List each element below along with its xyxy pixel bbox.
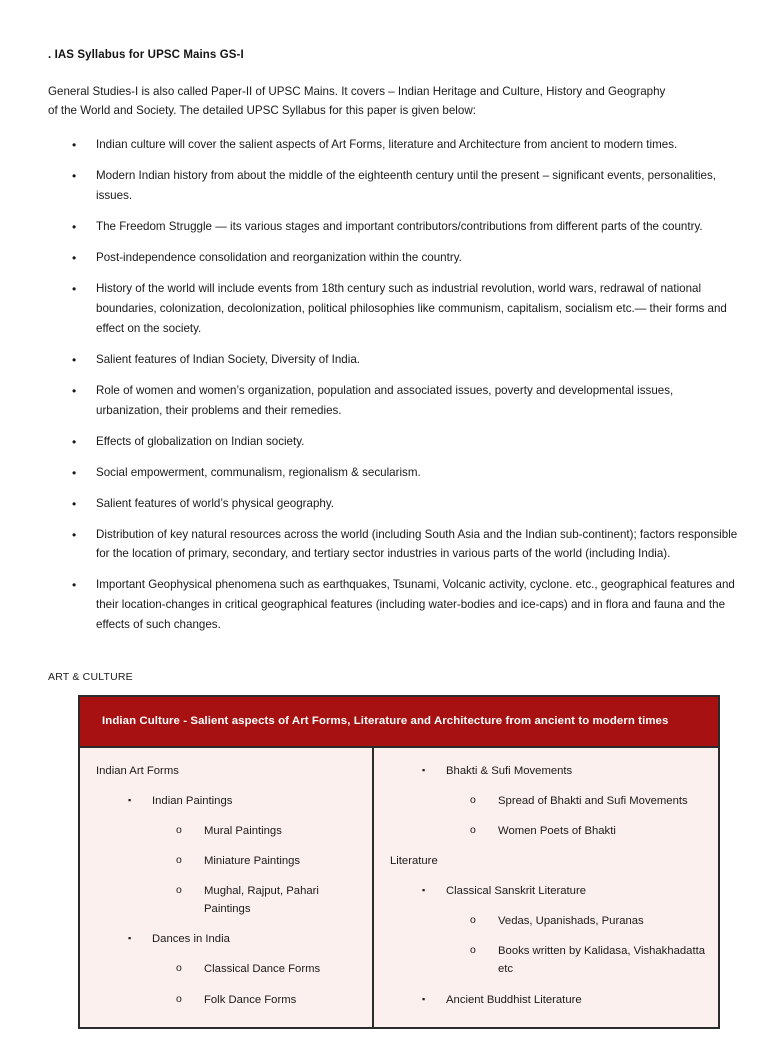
list-item xyxy=(48,248,738,268)
square-bullet-icon: ▪ xyxy=(422,765,426,776)
list-item-text: Indian culture will cover the salient aspects of Art Forms, literature and Architecture from ancient to modern times. xyxy=(96,138,678,152)
circle-bullet-icon: o xyxy=(470,944,476,957)
list-item xyxy=(94,991,362,1009)
table-header-title: Indian Culture - Salient aspects of Art Forms, Literature and Architecture from ancient to modern times xyxy=(102,715,669,728)
list-item-text: Classical Dance Forms xyxy=(204,963,321,976)
list-item xyxy=(388,942,708,978)
list-item-text: The Freedom Struggle — its various stages and important contributors/contributions from different parts of the country. xyxy=(96,220,703,234)
list-item-text: Important Geophysical phenomena such as earthquakes, Tsunami, Volcanic activity, cyclone. etc., geographical features and their location-changes in critical geographical features (including water-bodies and ice-caps) and in flora and fauna and the effects of such changes. xyxy=(96,578,735,632)
list-item xyxy=(94,882,362,918)
square-bullet-icon: ▪ xyxy=(422,885,426,896)
bullet-icon: • xyxy=(72,496,77,511)
list-item xyxy=(48,166,738,206)
list-item xyxy=(48,381,738,421)
square-bullet-icon: ▪ xyxy=(128,933,132,944)
group-label-text: Bhakti & Sufi Movements xyxy=(446,765,573,778)
group-label-indian-paintings xyxy=(94,792,362,810)
circle-bullet-icon: o xyxy=(176,854,182,867)
group-label-text: Classical Sanskrit Literature xyxy=(446,885,587,898)
group-label-text: Dances in India xyxy=(152,933,230,946)
list-item xyxy=(48,432,738,452)
bullet-icon: • xyxy=(72,138,77,153)
list-item-text: Role of women and women’s organization, population and associated issues, poverty and developmental issues, urbanization, their problems and their remedies. xyxy=(96,383,674,417)
page-title: . IAS Syllabus for UPSC Mains GS-I xyxy=(48,49,244,61)
list-item xyxy=(48,494,738,514)
list-item xyxy=(388,912,708,930)
list-item xyxy=(48,135,738,155)
group-label-text: Ancient Buddhist Literature xyxy=(446,993,582,1006)
list-item-text: Salient features of Indian Society, Diversity of India. xyxy=(96,352,361,366)
list-item-text: Books written by Kalidasa, Vishakhadatta etc xyxy=(498,945,706,976)
bullet-icon: • xyxy=(72,251,77,266)
circle-bullet-icon: o xyxy=(470,914,476,927)
list-item xyxy=(48,463,738,483)
syllabus-list xyxy=(48,135,738,635)
list-item xyxy=(388,792,708,810)
list-item-text: Salient features of world’s physical geography. xyxy=(96,496,335,510)
circle-bullet-icon: o xyxy=(470,824,476,837)
list-item xyxy=(48,575,738,635)
list-item-text: Social empowerment, communalism, regionalism & secularism. xyxy=(96,465,421,479)
list-item xyxy=(94,852,362,870)
bullet-icon: • xyxy=(72,383,77,398)
list-item-text: Effects of globalization on Indian society. xyxy=(96,434,305,448)
list-item xyxy=(94,822,362,840)
bullet-icon: • xyxy=(72,220,77,235)
intro-paragraph: General Studies-I is also called Paper-II of UPSC Mains. It covers – Indian Heritage and Culture, History and Geography of the World and Society. The detailed UPSC Syllabus for this paper is given below: xyxy=(48,84,666,118)
list-item-text: Miniature Paintings xyxy=(204,855,301,868)
list-item-text: History of the world will include events from 18th century such as industrial revolution, world wars, redrawal of national boundaries, colonization, decolonization, political philosophies like communism, capitalism, socialism etc.— their forms and effect on the society. xyxy=(96,282,727,335)
list-item-text: Post-independence consolidation and reorganization within the country. xyxy=(96,251,462,265)
column-heading-literature: Literature xyxy=(390,855,438,868)
column-heading-indian-art-forms: Indian Art Forms xyxy=(96,765,179,778)
list-item xyxy=(388,822,708,840)
circle-bullet-icon: o xyxy=(176,824,182,837)
bullet-icon: • xyxy=(72,434,77,449)
list-item-text: Women Poets of Bhakti xyxy=(498,825,616,838)
circle-bullet-icon: o xyxy=(176,884,182,897)
group-label-text: Indian Paintings xyxy=(152,795,233,808)
section-label-art-culture: ART & CULTURE xyxy=(48,671,133,684)
list-item-text: Mural Paintings xyxy=(204,825,282,838)
bullet-icon: • xyxy=(72,465,77,480)
list-item xyxy=(48,217,738,237)
list-item xyxy=(94,960,362,978)
table-column-left xyxy=(80,748,374,1027)
table-column-right xyxy=(374,748,718,1027)
list-item-text: Spread of Bhakti and Sufi Movements xyxy=(498,795,688,808)
circle-bullet-icon: o xyxy=(176,962,182,975)
bullet-icon: • xyxy=(72,169,77,184)
bullet-icon: • xyxy=(72,282,77,297)
table-header-banner xyxy=(80,697,718,748)
group-label-bhakti-sufi-movements xyxy=(388,762,708,780)
list-item-text: Modern Indian history from about the middle of the eighteenth century until the present – significant events, personalities, issues. xyxy=(96,169,716,203)
list-item xyxy=(48,350,738,370)
bullet-icon: • xyxy=(72,352,77,367)
group-label-classical-sanskrit-literature xyxy=(388,882,708,900)
circle-bullet-icon: o xyxy=(470,794,476,807)
square-bullet-icon: ▪ xyxy=(128,795,132,806)
list-item-text: Folk Dance Forms xyxy=(204,993,297,1006)
list-item-text: Vedas, Upanishads, Puranas xyxy=(498,915,644,928)
list-item-text: Distribution of key natural resources across the world (including South Asia and the Indian sub-continent); factors responsible for the location of primary, secondary, and tertiary sector industries in various parts of the world (including India). xyxy=(96,527,738,561)
group-label-dances-in-india xyxy=(94,930,362,948)
list-item xyxy=(48,525,738,565)
list-item-text: Mughal, Rajput, Pahari Paintings xyxy=(204,885,319,916)
culture-table xyxy=(78,695,720,1028)
group-label-ancient-buddhist-literature xyxy=(388,991,708,1009)
bullet-icon: • xyxy=(72,527,77,542)
circle-bullet-icon: o xyxy=(176,992,182,1005)
table-body xyxy=(80,748,718,1027)
square-bullet-icon: ▪ xyxy=(422,993,426,1004)
list-item xyxy=(48,279,738,339)
bullet-icon: • xyxy=(72,578,77,593)
